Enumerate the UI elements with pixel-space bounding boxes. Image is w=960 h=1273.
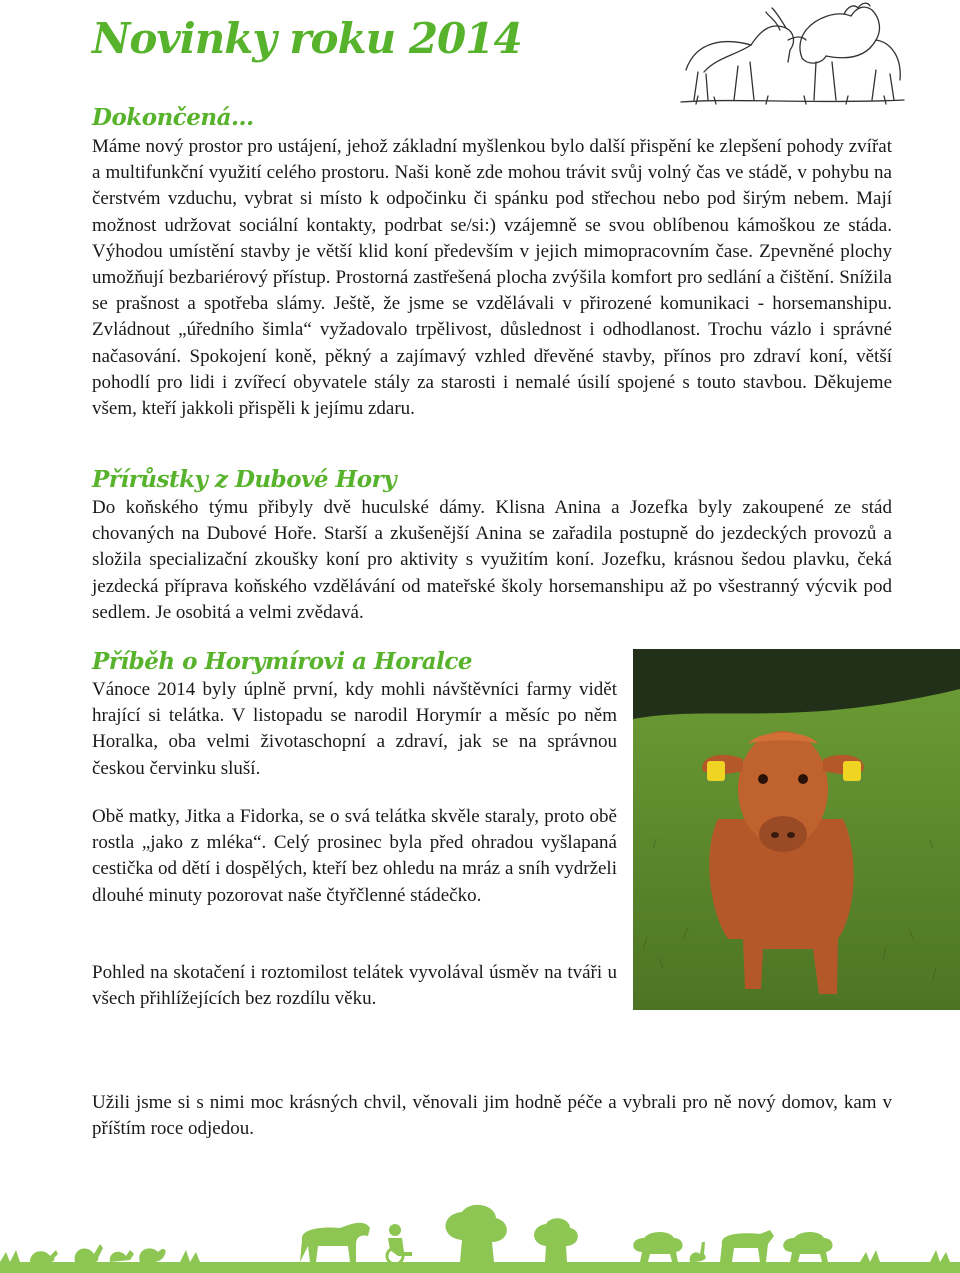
story-paragraph-1: Vánoce 2014 byly úplně první, kdy mohli návštěvníci farmy vidět hrající si telátka. V listopadu se narodil Horymír a měsíc po něm Horalka, oba velmi životaschopní a zdraví, jak se na správnou českou červinku sluší. <box>92 679 617 779</box>
section-text-prirustky: Do koňského týmu přibyly dvě huculské dámy. Klisna Anina a Jozefka byly zakoupené ze stád chovaných na Dubové Hoře. Starší a zkušenější Anina se zařadila postupně do jezdeckých provozů a složila specializační zkoušky koní pro aktivity s využitím koní. Jozefku, krásnou šedou plavku, čeká jezdecká příprava koňského vzdělávání od mateřské školy horsemanshipu až po všestranný výcvik pod sedlem. Je osobitá a velmi zvědavá. <box>92 497 892 623</box>
story-paragraph-3: Pohled na skotačení i roztomilost telátek vyvolával úsměv na tváři u všech přihlížejících bez rozdílu věku. <box>92 962 617 1010</box>
horses-sketch-icon <box>676 0 906 108</box>
page-title: Novinky roku 2014 <box>92 14 522 63</box>
story-paragraph-4: Užili jsme si s nimi moc krásných chvil, věnovali jim hodně péče a vybrali pro ně nový domov, kam v příštím roce odjedou. <box>92 1092 892 1140</box>
calf-photo <box>633 649 960 1010</box>
story-paragraph-2: Obě matky, Jitka a Fidorka, se o svá telátka skvěle staraly, proto obě rostla „jako z mléka“. Celý prosinec byla před ohradou vyšlapaná cestička od dětí i dospělých, kteří bez ohledu na mráz a sníh vydrželi dlouhé minuty pozorovat naše čtyřčlenné stádečko. <box>92 806 617 906</box>
section-heading-dokoncena: Dokončená... <box>92 104 254 131</box>
section-text-dokoncena: Máme nový prostor pro ustájení, jehož základní myšlenkou bylo další přispění ke zlepšení pohody zvířat a multifunkční využití celého prostoru. Naši koně zde mohou trávit svůj volný čas ve stádě, v pohybu na čerstvém vzduchu, vybrat si místo k odpočinku či spánku pod střechou nebo pod širým nebem. Mají možnost udržovat sociální kontakty, podrbat se/si:) vzájemně se svou oblíbenou kámoškou ze stáda. Výhodou umístění stavby je větší klid koní především v jejich mimopracovním čase. Zpevněné plochy umožňují bezbariérový přístup. Prostorná zastřešená plocha zvýšila komfort pro sedlání a čištění. Snížila se prašnost a spotřeba slámy. Ještě, že jsme se vzdělávali v přirozené komunikaci - horsemanshipu. Zvládnout „úředního šimla“ vyžadovalo trpělivost, důslednost i odhodlanost. Trochu vázlo i správné načasování. Spokojení koně, pěkný a zajímavý vzhled dřevěné stavby, přínos pro zdraví koní, větší pohodlí pro lidi i zvířecí obyvatele stály za starosti i nemalé úsilí spojené s touto stavbou. Děkujeme všem, kteří jakkoli přispěli k jejímu zdaru. <box>92 136 892 420</box>
farm-animals-silhouette-icon <box>0 1200 960 1273</box>
section-heading-pribeh: Příběh o Horymírovi a Horalce <box>92 648 473 675</box>
section-heading-prirustky: Přírůstky z Dubové Hory <box>92 466 397 493</box>
